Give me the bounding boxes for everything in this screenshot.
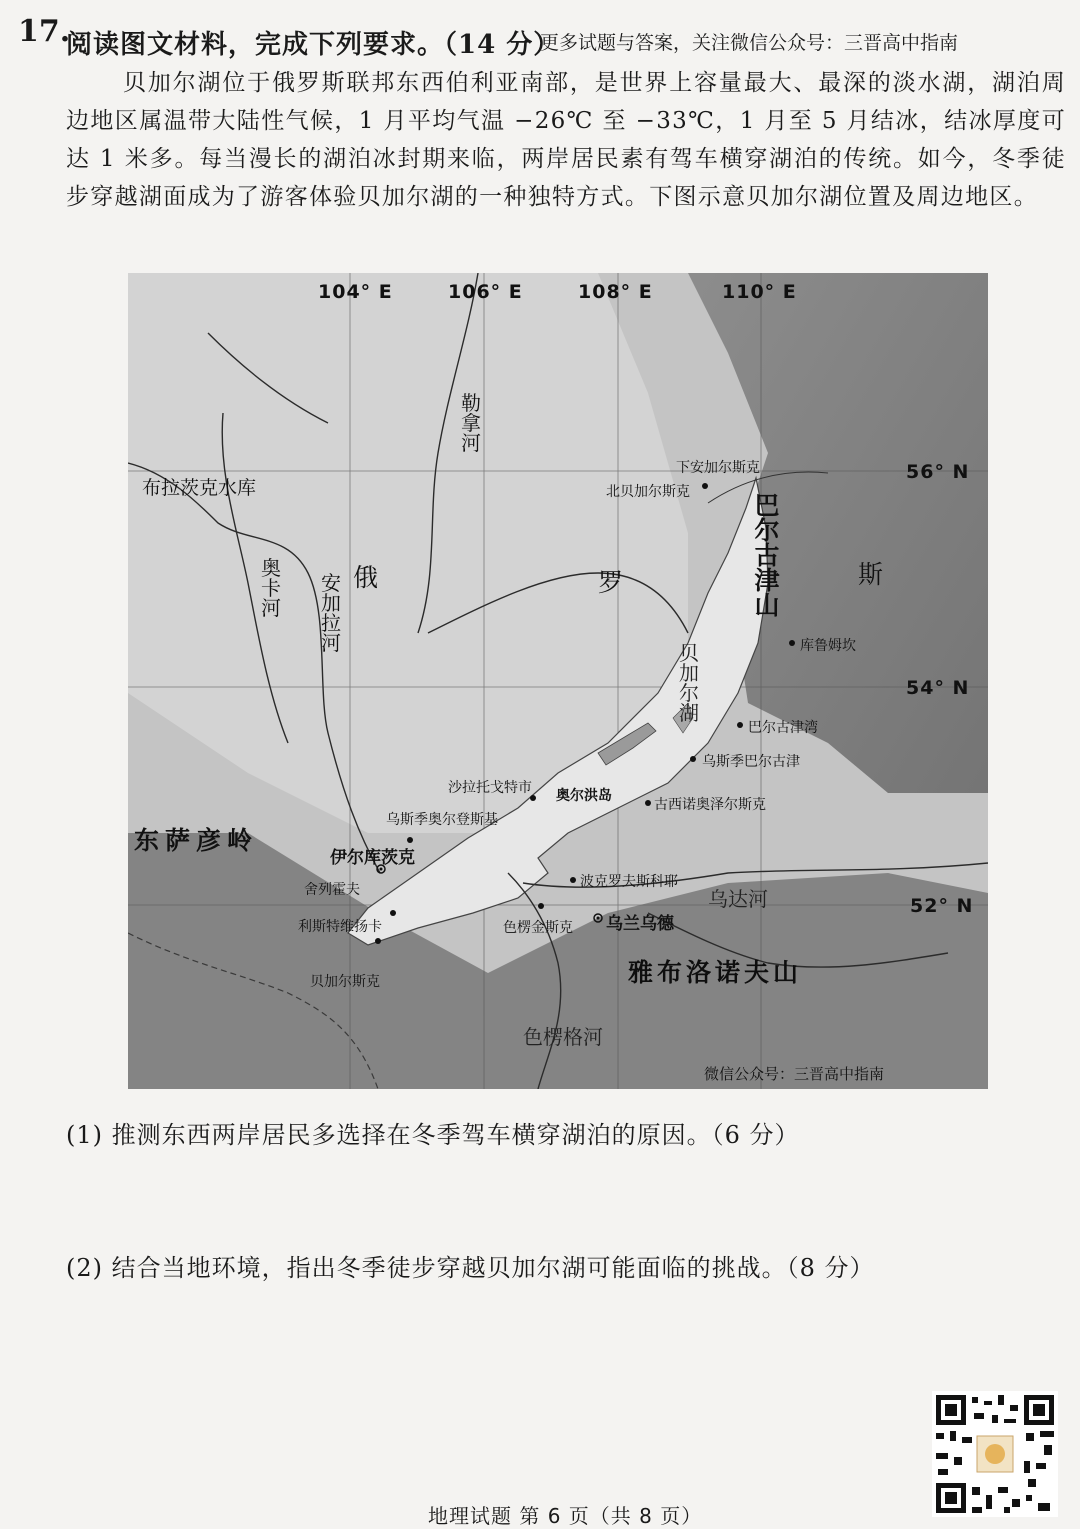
label-ust-barguzin: 乌斯季巴尔古津 xyxy=(702,754,800,770)
lat-54: 54° N xyxy=(906,677,970,699)
label-selenginsk: 色楞金斯克 xyxy=(503,920,573,936)
passage-text: 贝加尔湖位于俄罗斯联邦东西伯利亚南部，是世界上容量最大、最深的淡水湖，湖泊周边地区属温带大陆性气候，1 月平均气温 −26℃ 至 −33℃，1 月至 5 月结冰，结冰厚度可达 1 米多。每当漫长的湖泊冰封期来临，两岸居民素有驾车横穿湖泊的传统。如今，冬季徒步穿越湖面成为了游客体验贝加尔湖的一种独特方式。下图示意贝加尔湖位置及周边地区。 xyxy=(66,70,1066,210)
label-russia-2: 罗 xyxy=(598,568,624,597)
label-lena-river: 勒拿河 xyxy=(461,391,481,455)
label-selenga-river: 色楞格河 xyxy=(523,1025,603,1049)
baikal-map xyxy=(128,273,988,1089)
map-terrain xyxy=(128,273,988,1089)
lat-52: 52° N xyxy=(910,895,974,917)
lon-106: 106° E xyxy=(448,281,523,303)
sub-question-1: (1) 推测东西两岸居民多选择在冬季驾车横穿湖泊的原因。（6 分） xyxy=(66,1121,800,1149)
label-yablonovy: 雅布洛诺夫山 xyxy=(628,958,803,987)
question-number: 17. xyxy=(18,14,71,49)
label-olkhon: 奥尔洪岛 xyxy=(556,788,612,804)
label-oka-river: 奥卡河 xyxy=(261,556,281,620)
lat-56: 56° N xyxy=(906,461,970,483)
lon-108: 108° E xyxy=(578,281,653,303)
label-ust-ordynsky: 乌斯季奥尔登斯基 xyxy=(386,812,498,828)
lon-110: 110° E xyxy=(722,281,797,303)
label-barguzin-mts: 巴尔古津山 xyxy=(754,491,780,620)
label-uda-river: 乌达河 xyxy=(708,887,768,911)
label-russia-1: 俄 xyxy=(353,563,379,592)
label-listvyanka: 利斯特维扬卡 xyxy=(298,919,382,935)
label-lower-angarsk: 下安加尔斯克 xyxy=(676,460,760,476)
map-watermark: 微信公众号：三晋高中指南 xyxy=(704,1065,885,1083)
label-angara-river: 安加拉河 xyxy=(321,571,341,655)
label-posolskoye: 波克罗夫斯科耶 xyxy=(580,874,678,890)
label-kurumkan: 库鲁姆坎 xyxy=(800,638,856,654)
qr-code-icon xyxy=(932,1391,1058,1517)
label-ulan-ude: 乌兰乌德 xyxy=(606,914,674,934)
label-shelekhov: 舍列霍夫 xyxy=(304,882,360,898)
label-severobaikalsk: 北贝加尔斯克 xyxy=(606,484,690,500)
promo-text: 更多试题与答案，关注微信公众号：三晋高中指南 xyxy=(540,32,959,54)
label-baykalsk: 贝加尔斯克 xyxy=(310,974,380,990)
label-barguzin-bay: 巴尔古津湾 xyxy=(748,720,818,736)
lon-104: 104° E xyxy=(318,281,393,303)
label-east-sayan: 东萨彦岭 xyxy=(134,826,259,855)
label-irkutsk: 伊尔库茨克 xyxy=(330,848,415,868)
question-heading: 阅读图文材料，完成下列要求。（14 分） xyxy=(66,30,561,60)
label-baikal-lake: 贝加尔湖 xyxy=(679,641,699,725)
sub-question-2: (2) 结合当地环境，指出冬季徒步穿越贝加尔湖可能面临的挑战。（8 分） xyxy=(66,1254,875,1282)
label-goryachinsk: 古西诺奥泽尔斯克 xyxy=(654,797,766,813)
label-sharatogor: 沙拉托戈特市 xyxy=(448,780,532,796)
label-russia-3: 斯 xyxy=(858,560,884,589)
page-footer: 地理试题 第 6 页（共 8 页） xyxy=(428,1504,703,1528)
label-bratsk-reservoir: 布拉茨克水库 xyxy=(142,477,257,499)
